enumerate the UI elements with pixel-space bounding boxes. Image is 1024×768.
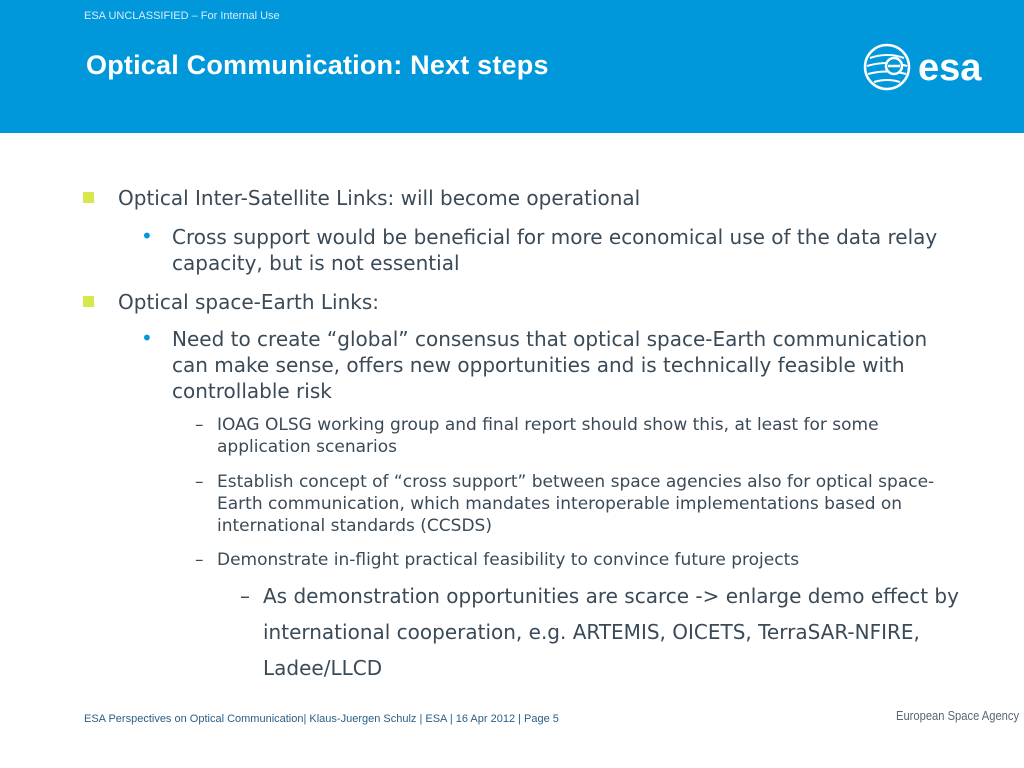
footer-citation: ESA Perspectives on Optical Communication| Klaus-Juergen Schulz | ESA | 16 Apr 2012 | Page 5 xyxy=(84,713,559,725)
footer-agency-name: European Space Agency xyxy=(896,708,1020,723)
dash-bullet-icon: – xyxy=(195,472,204,492)
dash-bullet-icon: – xyxy=(195,415,204,435)
bullet-level4: As demonstration opportunities are scarce -> enlarge demo effect by international cooperation, e.g. ARTEMIS, OICETS, TerraSAR-NFIRE, Ladee/LLCD xyxy=(263,584,959,680)
classification-label: ESA UNCLASSIFIED – For Internal Use xyxy=(84,10,280,22)
square-bullet-icon xyxy=(83,192,94,203)
bullet-level3: Demonstrate in-flight practical feasibility to convince future projects xyxy=(217,550,800,570)
esa-globe-icon xyxy=(862,40,1002,94)
round-bullet-icon: • xyxy=(141,224,153,248)
dash-bullet-icon: – xyxy=(240,584,250,608)
esa-logo-text: esa xyxy=(918,47,982,89)
esa-logo xyxy=(862,40,1002,94)
round-bullet-icon: • xyxy=(141,326,153,350)
bullet-level1: Optical Inter-Satellite Links: will become operational xyxy=(118,186,641,210)
bullet-level3: IOAG OLSG working group and final report should show this, at least for some application scenarios xyxy=(217,415,879,457)
square-bullet-icon xyxy=(83,296,94,307)
bullet-level1: Optical space-Earth Links: xyxy=(118,290,379,314)
dash-bullet-icon: – xyxy=(195,550,204,570)
bullet-level2: Cross support would be beneficial for more economical use of the data relay capacity, but is not essential xyxy=(172,225,938,275)
slide-title: Optical Communication: Next steps xyxy=(86,50,549,80)
bullet-level3: Establish concept of “cross support” between space agencies also for optical space-Earth communication, which mandates interoperable implementations based on international standards (CCSDS) xyxy=(217,472,935,536)
slide-header xyxy=(0,0,1024,133)
bullet-level2: Need to create “global” consensus that optical space-Earth communication can make sense, offers new opportunities and is technically feasible with controllable risk xyxy=(172,327,928,403)
